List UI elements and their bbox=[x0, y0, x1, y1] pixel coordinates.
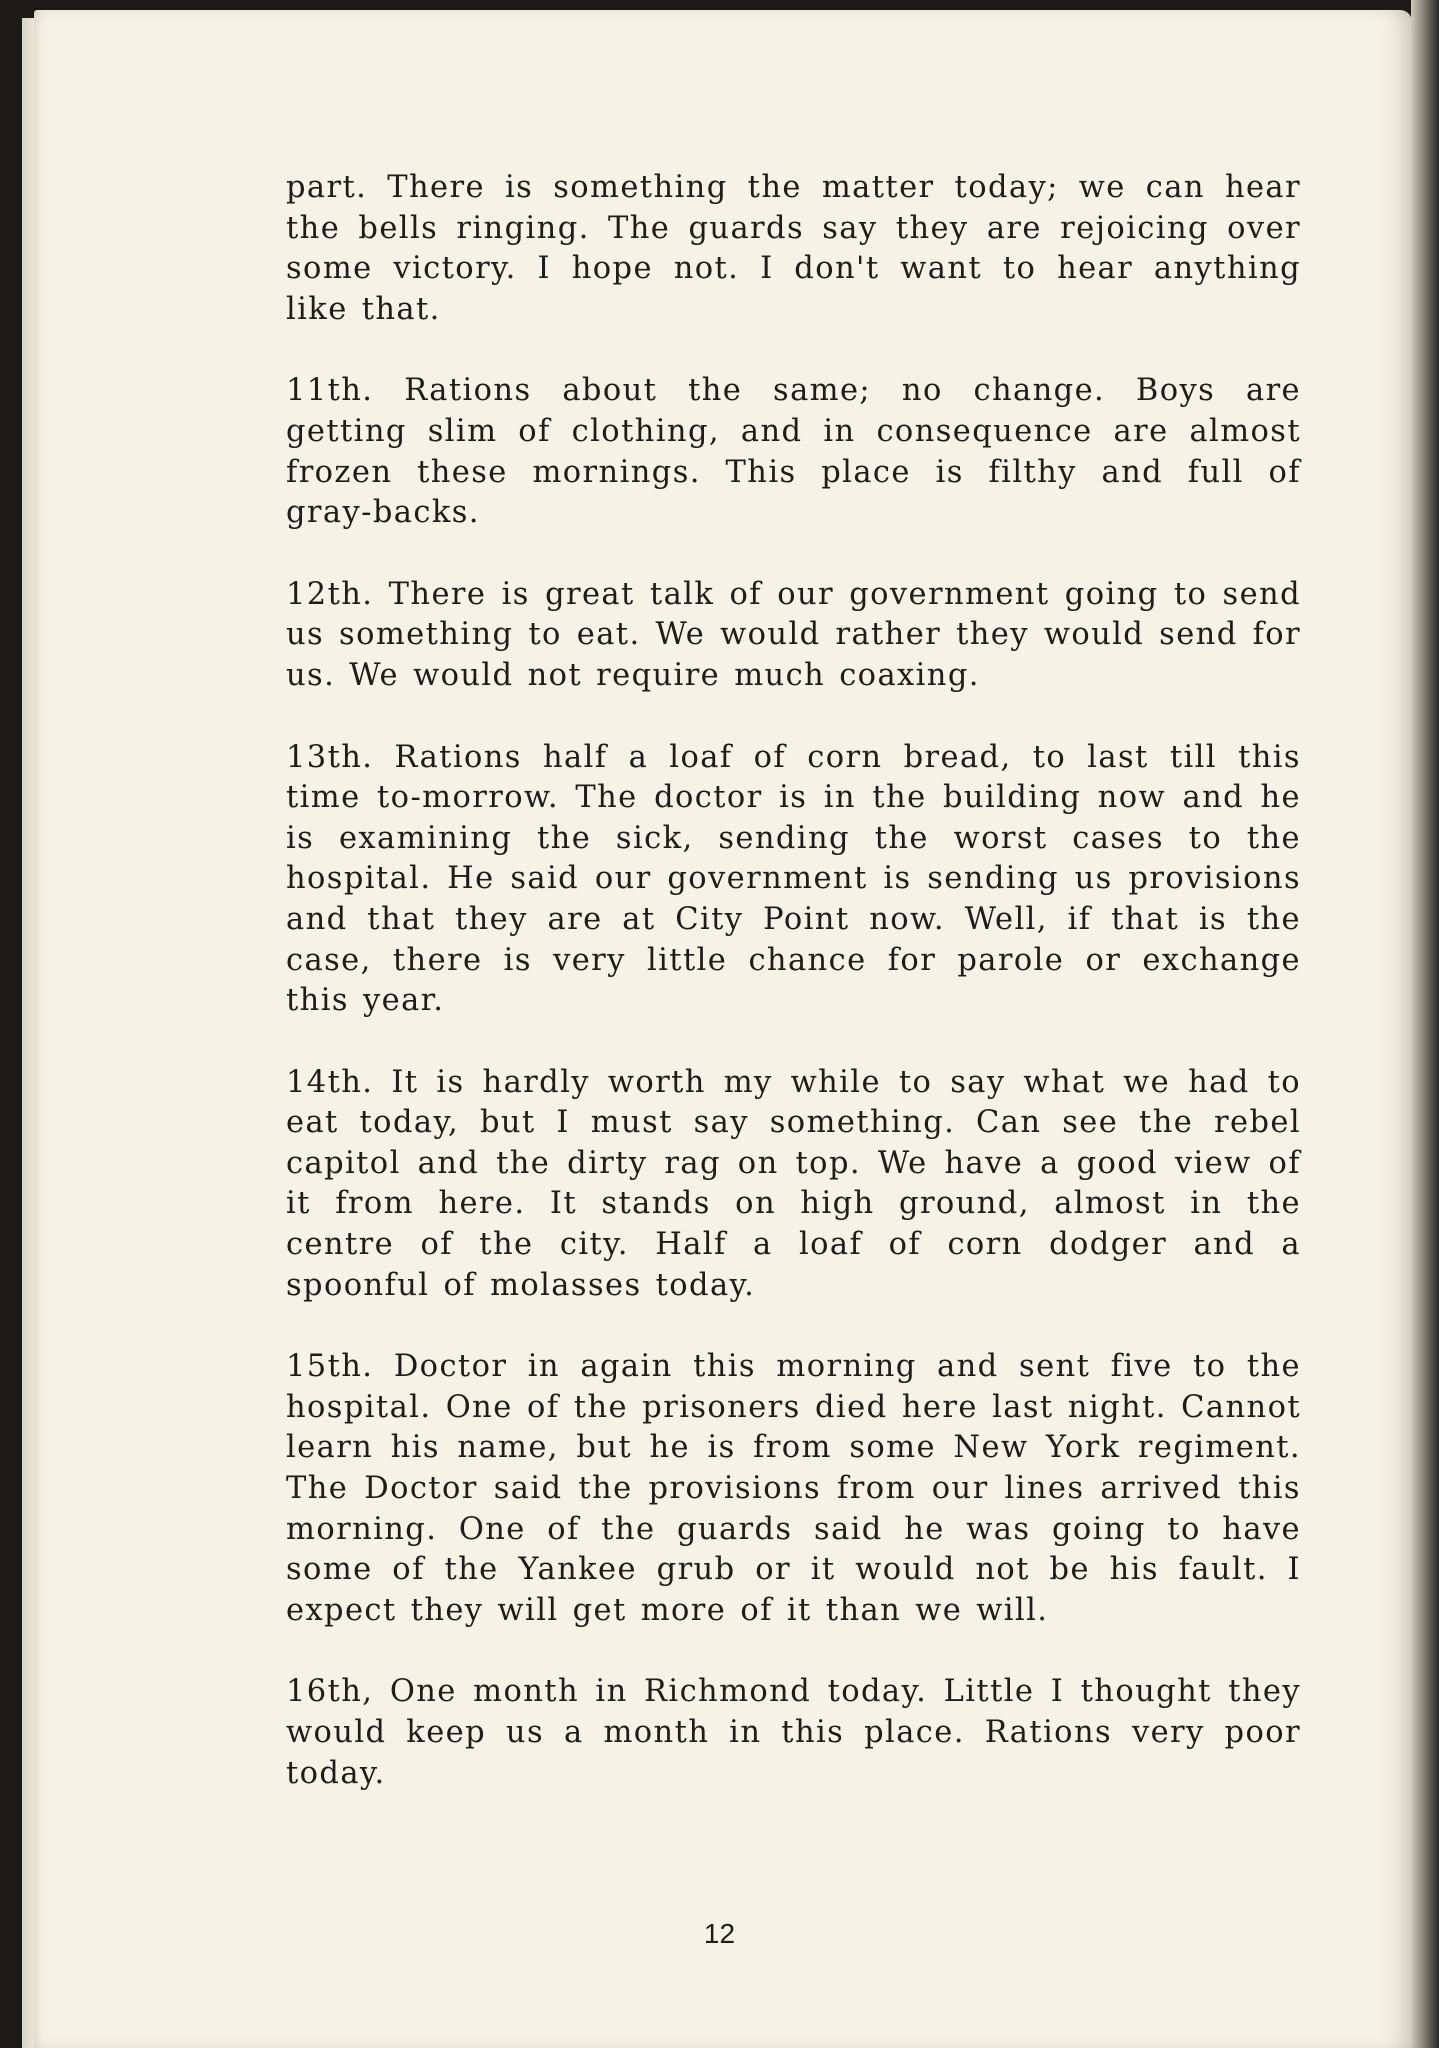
page-body bbox=[286, 168, 1301, 1835]
paragraph-15th: 15th. Doctor in again this morning and sent five to the hospital. One of the prisoners died here last night. Cannot learn his name, but he is from some New York regiment. The Doctor said the provisions from our lines arrived this morning. One of the guards said he was going to have some of the Yankee grub or it would not be his fault. I expect they will get more of it than we will. bbox=[286, 1349, 1301, 1628]
paragraph-14th: 14th. It is hardly worth my while to say what we had to eat today, but I must say something. Can see the rebel capitol and the dirty rag on top. We have a good view of it from here. It stands on high ground, almost in the centre of the city. Half a loaf of corn dodger and a spoonful of molasses today. bbox=[286, 1064, 1301, 1303]
book-spine-shadow bbox=[1411, 0, 1439, 2048]
paragraph-12th: 12th. There is great talk of our government going to send us something to eat. We would rather they would send for us. We would not require much coaxing. bbox=[286, 576, 1301, 693]
paragraph-13th: 13th. Rations half a loaf of corn bread, to last till this time to-morrow. The doctor is in the building now and he is examining the sick, sending the worst cases to the hospital. He said our government is sending us provisions and that they are at City Point now. Well, if that is the case, there is very little chance for parole or exchange this year. bbox=[286, 739, 1301, 1019]
page-number: 12 bbox=[703, 1918, 736, 1949]
paragraph-16th: 16th, One month in Richmond today. Little I thought they would keep us a month in this place. Rations very poor today. bbox=[286, 1674, 1301, 1791]
paragraph-11th: 11th. Rations about the same; no change. Boys are getting slim of clothing, and in consequence are almost frozen these mornings. This place is filthy and full of gray-backs. bbox=[286, 373, 1301, 531]
paragraph-1: part. There is something the matter today; we can hear the bells ringing. The guards say they are rejoicing over some victory. I hope not. I don't want to hear anything like that. bbox=[286, 170, 1301, 327]
